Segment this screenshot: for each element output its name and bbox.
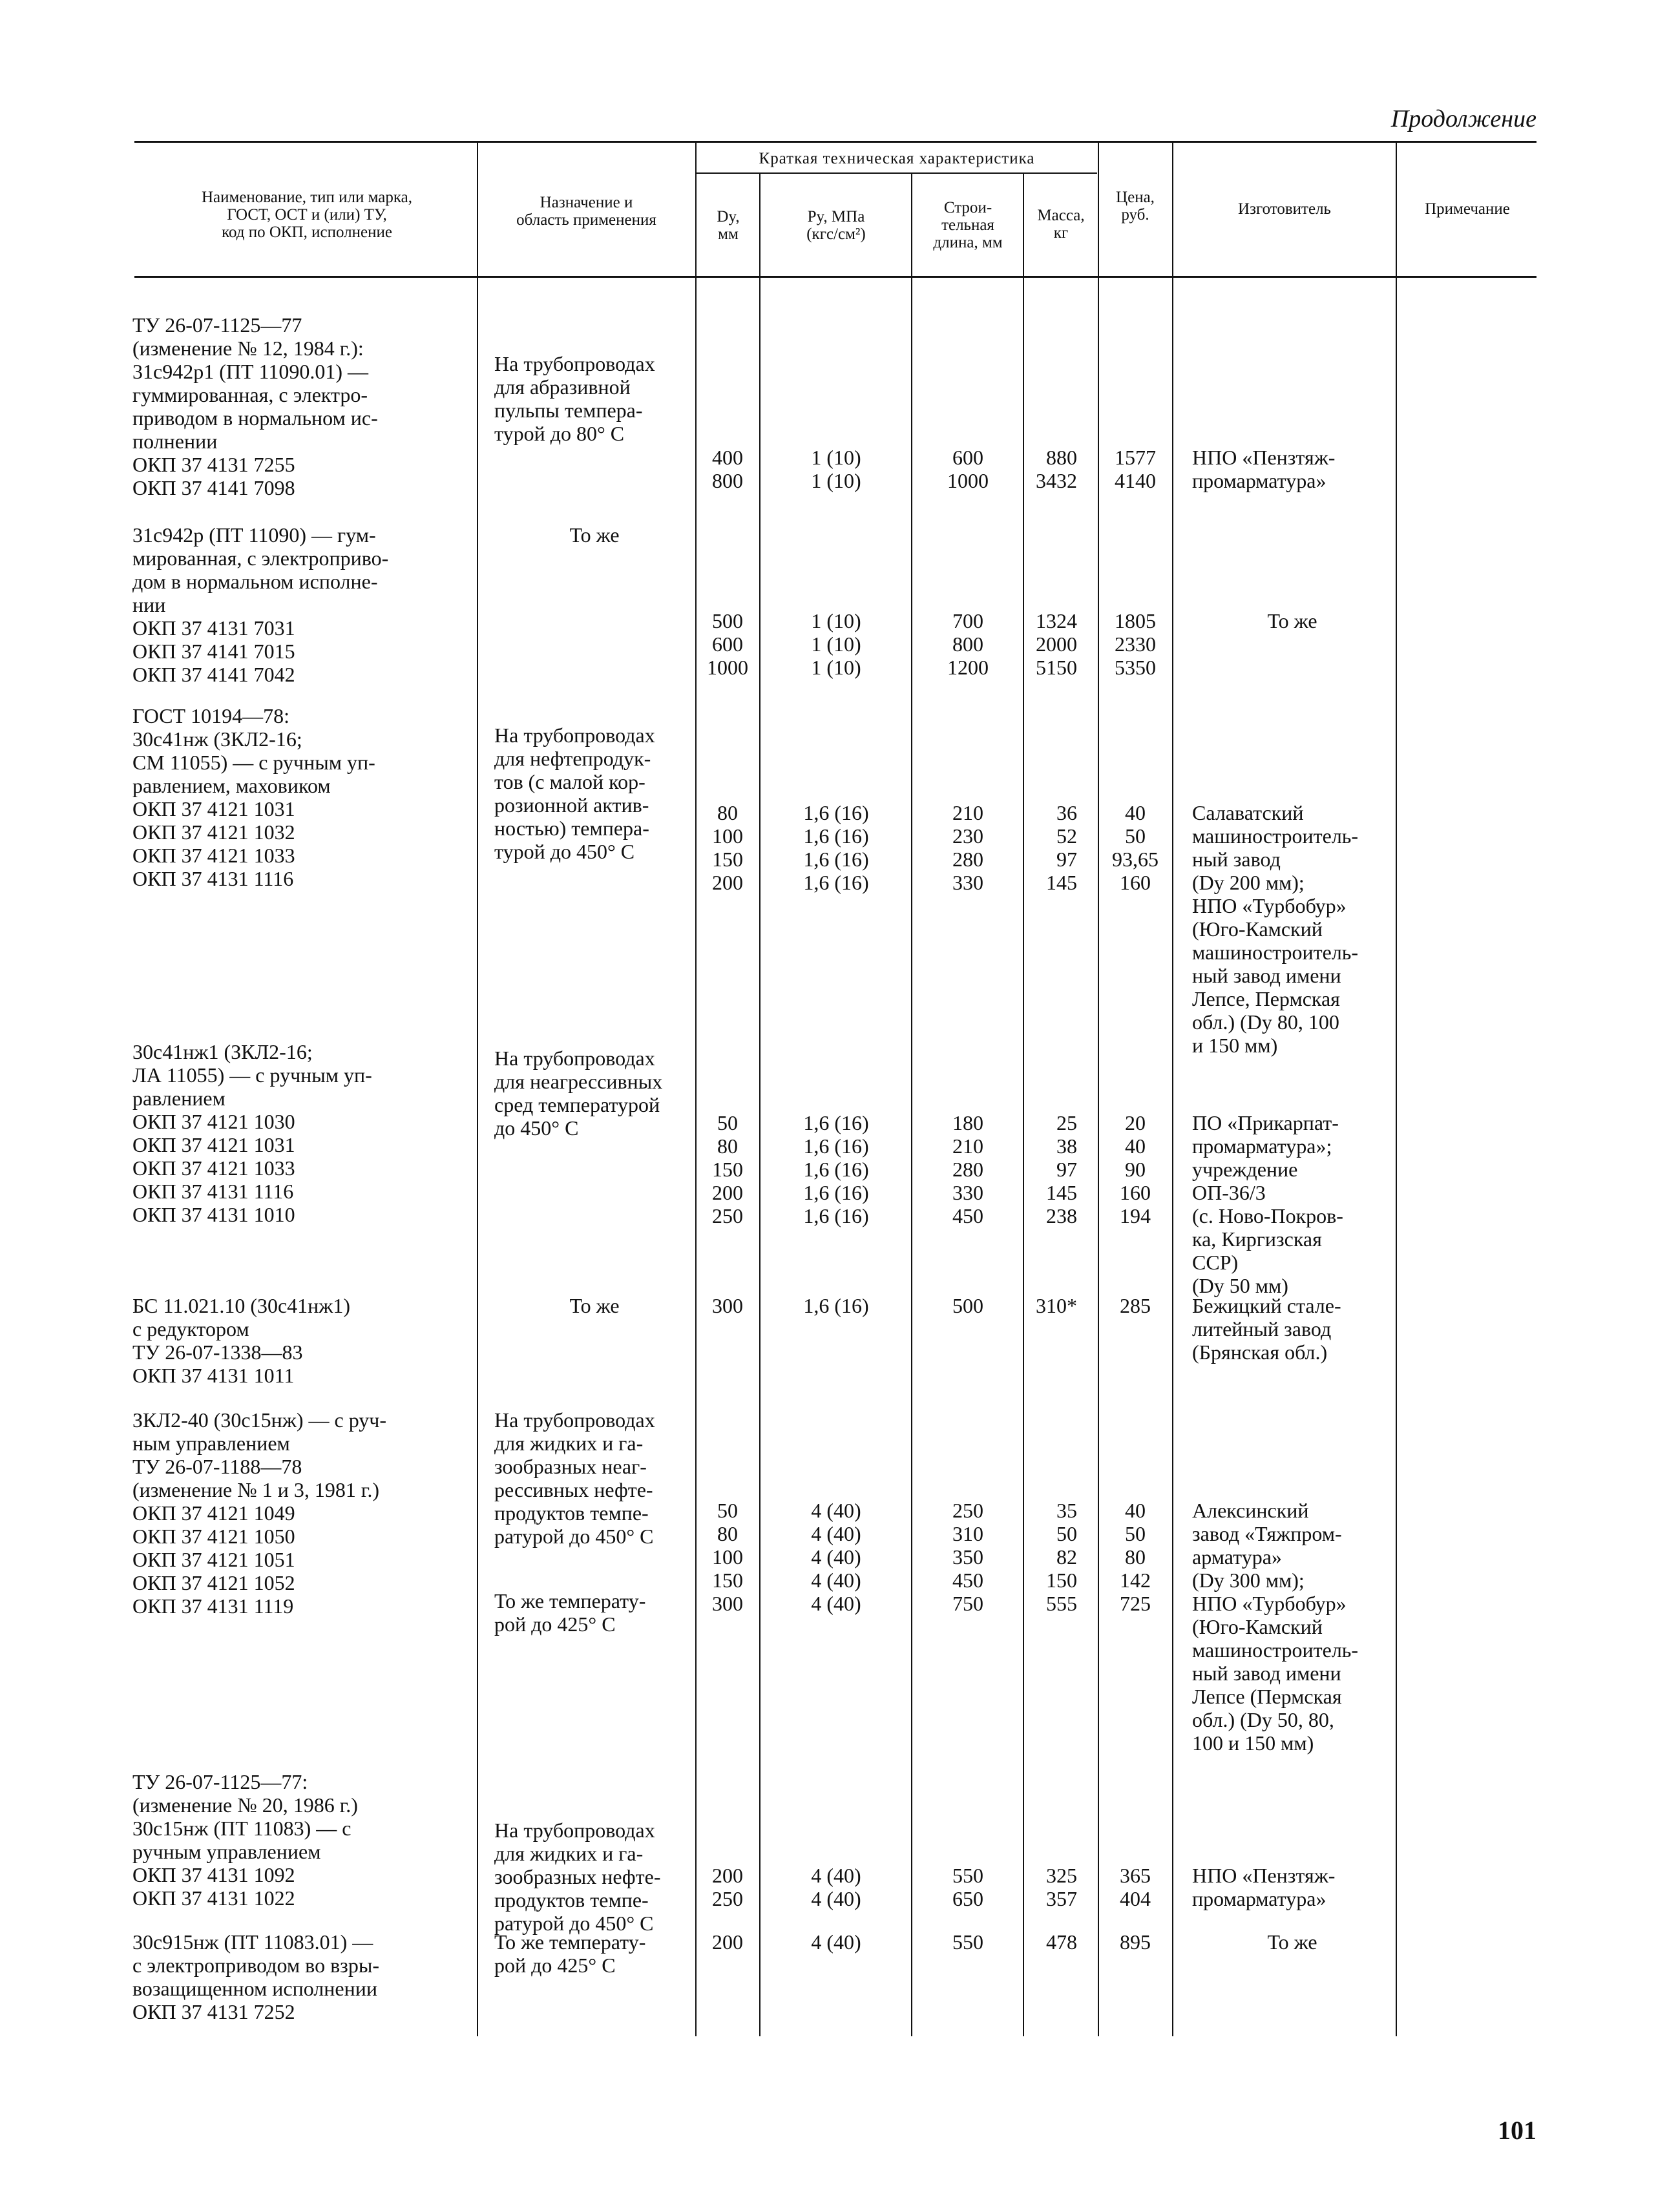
cell-name-line: ручным управлением [132, 1840, 321, 1863]
header-price [1100, 189, 1171, 224]
page-number: 101 [1498, 2116, 1536, 2145]
cell-name-line: ОКП 37 4131 1011 [132, 1364, 295, 1387]
header-line: тельная [941, 216, 994, 234]
cell-price-line: 160 [1120, 871, 1151, 894]
cell-price-line: 90 [1125, 1158, 1146, 1181]
cell-len-line: 280 [952, 1158, 983, 1181]
cell-dy-line: 50 [717, 1499, 738, 1522]
header-line: код по ОКП, исполнение [222, 224, 392, 241]
cell-purpose2-line: рой до 425° С [494, 1612, 616, 1636]
cell-maker-line: ССР) [1192, 1251, 1239, 1274]
cell-maker-line: завод «Тяжпром- [1192, 1522, 1342, 1545]
cell-name-line: ОКП 37 4131 1010 [132, 1203, 295, 1226]
cell-mass-line: 38 [1056, 1134, 1077, 1158]
cell-py-line: 1,6 (16) [803, 824, 869, 848]
cell-py-line: 1,6 (16) [803, 1204, 869, 1227]
cell-len-line: 230 [952, 824, 983, 848]
cell-name-line: с редуктором [132, 1317, 249, 1341]
cell-len-line: 180 [952, 1111, 983, 1134]
cell-price-line: 2330 [1115, 632, 1156, 656]
cell-py-line: 1,6 (16) [803, 1111, 869, 1134]
cell-len-line: 1200 [947, 656, 989, 679]
cell-len-line: 450 [952, 1569, 983, 1592]
cell-purpose-line: То же температу- [494, 1930, 646, 1954]
cell-purpose-line: На трубопроводах [494, 1819, 655, 1842]
cell-price-line: 285 [1120, 1294, 1151, 1317]
cell-dy-line: 150 [712, 1569, 743, 1592]
cell-maker-line: ОП-36/3 [1192, 1181, 1266, 1204]
cell-py-line: 4 (40) [811, 1499, 861, 1522]
cell-price-line: 404 [1120, 1887, 1151, 1910]
cell-dy-line: 80 [717, 1522, 738, 1545]
cell-mass-line: 2000 [1036, 632, 1077, 656]
cell-len-line: 750 [952, 1592, 983, 1615]
cell-len-line: 350 [952, 1545, 983, 1569]
cell-price-line: 40 [1125, 1499, 1146, 1522]
cell-name-line: ОКП 37 4131 7252 [132, 2000, 295, 2023]
cell-price-line: 4140 [1115, 469, 1156, 492]
cell-maker-line: (Юго-Камский [1192, 1615, 1323, 1638]
cell-py-line: 4 (40) [811, 1930, 861, 1954]
cell-py-line: 4 (40) [811, 1592, 861, 1615]
cell-maker-line: (Брянская обл.) [1192, 1341, 1328, 1364]
cell-maker-line: (Dу 200 мм); [1192, 871, 1305, 894]
cell-dy-line: 200 [712, 871, 743, 894]
cell-maker-line: Лепсе, Пермская [1192, 987, 1340, 1010]
header-line: руб. [1121, 206, 1149, 224]
cell-mass-line: 1324 [1036, 609, 1077, 632]
header-line: Цена, [1116, 189, 1155, 206]
cell-name-line: (изменение № 1 и 3, 1981 г.) [132, 1478, 380, 1501]
cell-name-line: ОКП 37 4131 7255 [132, 453, 295, 476]
col-divider-6 [1098, 142, 1099, 2036]
cell-name-line: ОКП 37 4131 1116 [132, 1180, 294, 1203]
cell-purpose-line: ратурой до 450° С [494, 1912, 654, 1935]
cell-maker-line: промарматура»; [1192, 1134, 1332, 1158]
cell-py-line: 1,6 (16) [803, 1294, 869, 1317]
cell-len-line: 700 [952, 609, 983, 632]
cell-mass-line: 238 [1046, 1204, 1077, 1227]
cell-name-line: БС 11.021.10 (30с41нж1) [132, 1294, 351, 1317]
cell-purpose-line: для жидких и га- [494, 1432, 644, 1455]
cell-price-line: 40 [1125, 1134, 1146, 1158]
cell-purpose-line: рессивных нефте- [494, 1478, 653, 1501]
cell-price-line: 365 [1120, 1864, 1151, 1887]
cell-name-line: ОКП 37 4131 1022 [132, 1886, 295, 1910]
tech-group-rule [697, 172, 1097, 174]
cell-name-line: возащищенном исполнении [132, 1977, 377, 2000]
col-divider-1 [477, 142, 478, 2036]
cell-dy-line: 300 [712, 1592, 743, 1615]
cell-mass-line: 555 [1046, 1592, 1077, 1615]
cell-name-line: ОКП 37 4121 1052 [132, 1571, 295, 1594]
cell-purpose-line: То же [569, 1294, 620, 1317]
cell-len-line: 550 [952, 1864, 983, 1887]
cell-purpose-line: рой до 425° С [494, 1954, 616, 1977]
cell-name-line: мированная, с электроприво- [132, 547, 389, 570]
cell-mass-line: 52 [1056, 824, 1077, 848]
header-line: мм [718, 225, 739, 243]
cell-purpose-line: продуктов темпе- [494, 1888, 649, 1912]
cell-name-line: ОКП 37 4121 1033 [132, 844, 295, 867]
cell-price-line: 160 [1120, 1181, 1151, 1204]
cell-dy-line: 250 [712, 1204, 743, 1227]
cell-price-line: 142 [1120, 1569, 1151, 1592]
cell-len-line: 800 [952, 632, 983, 656]
cell-maker-line: НПО «Турбобур» [1192, 894, 1347, 917]
cell-len-line: 550 [952, 1930, 983, 1954]
header-line: область применения [516, 211, 656, 229]
cell-price-line: 80 [1125, 1545, 1146, 1569]
cell-maker-line: (Dу 50 мм) [1192, 1274, 1288, 1297]
cell-len-line: 280 [952, 848, 983, 871]
cell-price-line: 50 [1125, 1522, 1146, 1545]
cell-maker-line: 100 и 150 мм) [1192, 1731, 1314, 1755]
cell-name-line: (изменение № 12, 1984 г.): [132, 337, 364, 360]
cell-maker-line: НПО «Турбобур» [1192, 1592, 1347, 1615]
cell-purpose-line: На трубопроводах [494, 1047, 655, 1070]
cell-price-line: 93,65 [1112, 848, 1159, 871]
table-top-rule [134, 141, 1536, 143]
cell-dy-line: 80 [717, 1134, 738, 1158]
cell-name-line: с электроприводом во взры- [132, 1954, 379, 1977]
cell-len-line: 310 [952, 1522, 983, 1545]
cell-name-line: ОКП 37 4131 1116 [132, 867, 294, 890]
cell-mass-line: 478 [1046, 1930, 1077, 1954]
cell-len-line: 330 [952, 1181, 983, 1204]
cell-maker-line: Салаватский [1192, 801, 1304, 824]
cell-purpose-line: То же [569, 523, 620, 547]
cell-dy-line: 150 [712, 848, 743, 871]
cell-price-line: 5350 [1115, 656, 1156, 679]
header-line: Строи- [943, 199, 992, 216]
cell-maker-line: (с. Ново-Покров- [1192, 1204, 1343, 1227]
cell-mass-line: 325 [1046, 1864, 1077, 1887]
header-line: Наименование, тип или марка, [201, 189, 413, 206]
cell-name-line: ТУ 26-07-1338—83 [132, 1341, 303, 1364]
cell-purpose-line: На трубопроводах [494, 1408, 655, 1432]
cell-name-line: полнении [132, 430, 218, 453]
cell-maker-line: ный завод имени [1192, 964, 1341, 987]
cell-purpose2-line: То же температу- [494, 1589, 646, 1612]
cell-price-line: 1805 [1115, 609, 1156, 632]
cell-name-line: 31с942р1 (ПТ 11090.01) — [132, 360, 368, 383]
header-maker: Изготовитель [1238, 200, 1331, 218]
cell-name-line: ЛА 11055) — с ручным уп- [132, 1063, 372, 1087]
cell-price-line: 194 [1120, 1204, 1151, 1227]
header-line: Py, МПа [807, 208, 865, 225]
cell-mass-line: 145 [1046, 871, 1077, 894]
cell-name-line: ОКП 37 4141 7098 [132, 476, 295, 499]
cell-maker-line: (Dу 300 мм); [1192, 1569, 1305, 1592]
cell-purpose-line: для жидких и га- [494, 1842, 644, 1865]
cell-py-line: 1 (10) [811, 446, 861, 469]
cell-dy-line: 300 [712, 1294, 743, 1317]
cell-price-line: 20 [1125, 1111, 1146, 1134]
cell-mass-line: 357 [1046, 1887, 1077, 1910]
cell-purpose-line: ратурой до 450° С [494, 1525, 654, 1548]
cell-py-line: 1 (10) [811, 609, 861, 632]
cell-price-line: 725 [1120, 1592, 1151, 1615]
cell-maker-line: учреждение [1192, 1158, 1298, 1181]
cell-maker-line: машиностроитель- [1192, 824, 1359, 848]
cell-name-line: гуммированная, с электро- [132, 383, 368, 406]
cell-py-line: 4 (40) [811, 1887, 861, 1910]
cell-len-line: 250 [952, 1499, 983, 1522]
cell-py-line: 1,6 (16) [803, 801, 869, 824]
cell-maker-line: ка, Киргизская [1192, 1227, 1322, 1251]
cell-len-line: 500 [952, 1294, 983, 1317]
header-purpose [481, 194, 691, 229]
cell-name-line: ным управлением [132, 1432, 290, 1455]
cell-name-line: 30с15нж (ПТ 11083) — с [132, 1817, 351, 1840]
header-line: ГОСТ, ОСТ и (или) ТУ, [227, 206, 387, 224]
cell-maker-line: НПО «Пензтяж- [1192, 446, 1336, 469]
header-line: Масса, [1037, 207, 1085, 224]
cell-maker-line: литейный завод [1192, 1317, 1332, 1341]
cell-mass-line: 5150 [1036, 656, 1077, 679]
cell-dy-line: 400 [712, 446, 743, 469]
cell-name-line: ГОСТ 10194—78: [132, 704, 289, 727]
cell-name-line: ОКП 37 4131 7031 [132, 616, 295, 640]
header-tech-group: Краткая техническая характеристика [759, 150, 1035, 167]
cell-name-line: ТУ 26-07-1188—78 [132, 1455, 302, 1478]
cell-mass-line: 50 [1056, 1522, 1077, 1545]
cell-purpose-line: до 450° С [494, 1116, 579, 1140]
cell-name-line: нии [132, 593, 166, 616]
cell-name-line: ОКП 37 4131 1092 [132, 1863, 295, 1886]
cell-dy-line: 200 [712, 1181, 743, 1204]
cell-name-line: ОКП 37 4141 7015 [132, 640, 295, 663]
cell-py-line: 1,6 (16) [803, 1158, 869, 1181]
cell-name-line: равлением [132, 1087, 225, 1110]
cell-name-line: ТУ 26-07-1125—77 [132, 313, 302, 337]
cell-name-line: ОКП 37 4121 1051 [132, 1548, 295, 1571]
cell-purpose-line: для абразивной [494, 375, 631, 399]
cell-py-line: 4 (40) [811, 1864, 861, 1887]
cell-purpose-line: зообразных неаг- [494, 1455, 647, 1478]
cell-price-line: 895 [1120, 1930, 1151, 1954]
cell-name-line: 30с41нж1 (ЗКЛ2-16; [132, 1040, 313, 1063]
cell-purpose-line: турой до 450° С [494, 840, 635, 863]
header-length [914, 199, 1022, 251]
cell-maker-line: обл.) (Dу 50, 80, [1192, 1708, 1334, 1731]
cell-purpose-line: пульпы темпера- [494, 399, 643, 422]
cell-mass-line: 82 [1056, 1545, 1077, 1569]
cell-maker-line: машиностроитель- [1192, 1638, 1359, 1662]
cell-py-line: 1 (10) [811, 469, 861, 492]
cell-purpose-line: для нефтепродук- [494, 747, 651, 770]
cell-dy-line: 600 [712, 632, 743, 656]
cell-len-line: 650 [952, 1887, 983, 1910]
cell-maker-line: и 150 мм) [1192, 1034, 1278, 1057]
cell-mass-line: 880 [1046, 446, 1077, 469]
cell-py-line: 1,6 (16) [803, 1134, 869, 1158]
cell-name-line: ОКП 37 4121 1031 [132, 1133, 295, 1156]
cell-name-line: 30с915нж (ПТ 11083.01) — [132, 1930, 373, 1954]
cell-maker-line: НПО «Пензтяж- [1192, 1864, 1336, 1887]
cell-purpose-line: На трубопроводах [494, 352, 655, 375]
cell-name-line: приводом в нормальном ис- [132, 406, 378, 430]
cell-name-line: СМ 11055) — с ручным уп- [132, 751, 375, 774]
cell-maker-line: ный завод имени [1192, 1662, 1341, 1685]
cell-maker-line: арматура» [1192, 1545, 1282, 1569]
cell-name-line: (изменение № 20, 1986 г.) [132, 1793, 358, 1817]
cell-maker-line: машиностроитель- [1192, 941, 1359, 964]
cell-dy-line: 150 [712, 1158, 743, 1181]
cell-name-line: ОКП 37 4121 1033 [132, 1156, 295, 1180]
cell-purpose-line: зообразных нефте- [494, 1865, 661, 1888]
cell-dy-line: 50 [717, 1111, 738, 1134]
cell-purpose-line: продуктов темпе- [494, 1501, 649, 1525]
cell-maker-line: промарматура» [1192, 1887, 1327, 1910]
header-line: (кгс/см²) [806, 225, 866, 243]
cell-len-line: 210 [952, 801, 983, 824]
cell-dy-line: 100 [712, 824, 743, 848]
cell-dy-line: 100 [712, 1545, 743, 1569]
cell-dy-line: 500 [712, 609, 743, 632]
cell-len-line: 210 [952, 1134, 983, 1158]
cell-purpose-line: сред температурой [494, 1093, 660, 1116]
cell-dy-line: 250 [712, 1887, 743, 1910]
cell-py-line: 4 (40) [811, 1569, 861, 1592]
cell-maker-line: То же [1267, 609, 1317, 632]
cell-purpose-line: ностью) темпера- [494, 817, 649, 840]
cell-mass-line: 3432 [1036, 469, 1077, 492]
cell-purpose-line: розионной актив- [494, 793, 649, 817]
cell-len-line: 450 [952, 1204, 983, 1227]
cell-price-line: 50 [1125, 824, 1146, 848]
cell-dy-line: 200 [712, 1864, 743, 1887]
cell-len-line: 330 [952, 871, 983, 894]
cell-py-line: 4 (40) [811, 1545, 861, 1569]
cell-dy-line: 1000 [707, 656, 748, 679]
header-bottom-rule [134, 276, 1536, 278]
cell-name-line: ОКП 37 4121 1030 [132, 1110, 295, 1133]
header-name [142, 189, 472, 241]
cell-py-line: 1 (10) [811, 656, 861, 679]
cell-name-line: ТУ 26-07-1125—77: [132, 1770, 308, 1793]
cell-py-line: 4 (40) [811, 1522, 861, 1545]
cell-mass-line: 36 [1056, 801, 1077, 824]
cell-dy-line: 80 [717, 801, 738, 824]
cell-mass-line: 145 [1046, 1181, 1077, 1204]
header-py [762, 208, 910, 243]
cell-name-line: ОКП 37 4121 1032 [132, 820, 295, 844]
col-divider-7 [1172, 142, 1173, 2036]
cell-price-line: 1577 [1115, 446, 1156, 469]
cell-maker-line: (Юго-Камский [1192, 917, 1323, 941]
cell-len-line: 1000 [947, 469, 989, 492]
cell-name-line: дом в нормальном исполне- [132, 570, 378, 593]
cell-maker-line: ный завод [1192, 848, 1281, 871]
cell-name-line: 30с41нж (ЗКЛ2-16; [132, 727, 302, 751]
cell-mass-line: 97 [1056, 848, 1077, 871]
cell-mass-line: 35 [1056, 1499, 1077, 1522]
cell-name-line: ОКП 37 4121 1050 [132, 1525, 295, 1548]
cell-maker-line: обл.) (Dу 80, 100 [1192, 1010, 1339, 1034]
header-dy [698, 208, 759, 243]
col-divider-4 [911, 173, 912, 2036]
cell-py-line: 1,6 (16) [803, 848, 869, 871]
cell-dy-line: 800 [712, 469, 743, 492]
cell-maker-line: Алексинский [1192, 1499, 1309, 1522]
cell-maker-line: Лепсе (Пермская [1192, 1685, 1342, 1708]
cell-maker-line: То же [1267, 1930, 1317, 1954]
cell-py-line: 1,6 (16) [803, 1181, 869, 1204]
cell-len-line: 600 [952, 446, 983, 469]
cell-mass-line: 150 [1046, 1569, 1077, 1592]
col-divider-3 [759, 173, 760, 2036]
cell-name-line: ОКП 37 4121 1031 [132, 797, 295, 820]
cell-maker-line: ПО «Прикарпат- [1192, 1111, 1339, 1134]
cell-purpose-line: для неагрессивных [494, 1070, 663, 1093]
cell-purpose-line: На трубопроводах [494, 724, 655, 747]
cell-mass-line: 25 [1056, 1111, 1077, 1134]
cell-name-line: ОКП 37 4121 1049 [132, 1501, 295, 1525]
continuation-caption: Продолжение [1390, 105, 1536, 132]
cell-mass-line: 310* [1036, 1294, 1077, 1317]
cell-maker-line: Бежицкий стале- [1192, 1294, 1341, 1317]
col-divider-5 [1023, 173, 1024, 2036]
cell-name-line: ОКП 37 4131 1119 [132, 1594, 294, 1618]
header-line: Dy, [717, 208, 740, 225]
cell-price-line: 40 [1125, 801, 1146, 824]
cell-purpose-line: тов (с малой кор- [494, 770, 645, 793]
header-note: Примечание [1425, 200, 1510, 218]
cell-py-line: 1,6 (16) [803, 871, 869, 894]
cell-purpose-line: турой до 80° С [494, 422, 625, 445]
col-divider-2 [695, 142, 697, 2036]
header-mass [1025, 207, 1096, 242]
cell-name-line: равлением, маховиком [132, 774, 331, 797]
cell-name-line: 31с942р (ПТ 11090) — гум- [132, 523, 376, 547]
header-line: кг [1053, 224, 1069, 242]
cell-py-line: 1 (10) [811, 632, 861, 656]
header-line: Назначение и [540, 194, 633, 211]
cell-mass-line: 97 [1056, 1158, 1077, 1181]
col-divider-8 [1396, 142, 1397, 2036]
header-line: длина, мм [933, 234, 1003, 251]
cell-name-line: ЗКЛ2-40 (30с15нж) — с руч- [132, 1408, 387, 1432]
cell-dy-line: 200 [712, 1930, 743, 1954]
cell-name-line: ОКП 37 4141 7042 [132, 663, 295, 686]
cell-maker-line: промарматура» [1192, 469, 1327, 492]
